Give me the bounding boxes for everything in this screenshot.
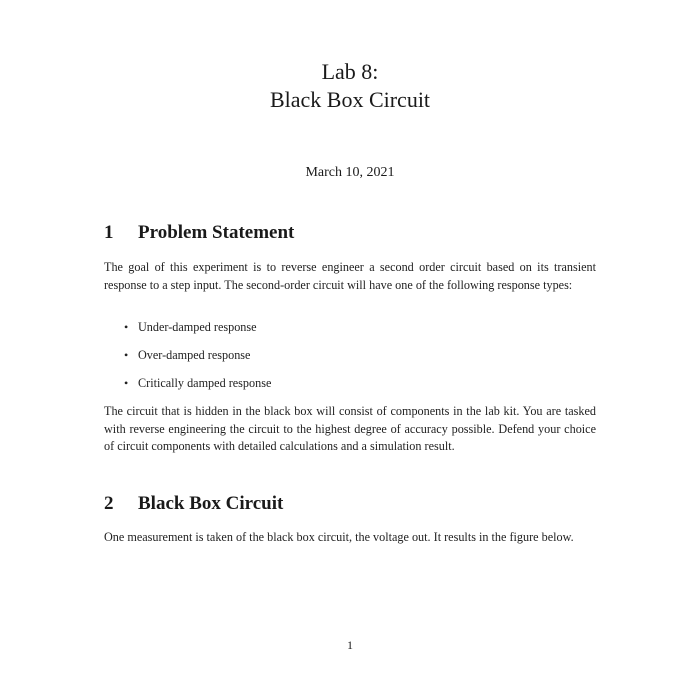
bullet-icon: •	[124, 320, 129, 334]
section-title: Problem Statement	[138, 222, 295, 243]
section-heading-problem-statement	[104, 222, 294, 244]
black-box-circuit-body: One measurement is taken of the black box circuit, the voltage out. It results in the figure below.	[104, 530, 574, 544]
section-number: 1	[104, 222, 114, 243]
section-heading-black-box-circuit	[104, 493, 283, 515]
page-number: 1	[347, 638, 353, 652]
section-title: Black Box Circuit	[138, 493, 284, 514]
list-item-label: Critically damped response	[138, 376, 272, 390]
response-types-list	[124, 318, 271, 402]
title-line-1: Lab 8:	[321, 59, 379, 84]
list-item-label: Over-damped response	[138, 348, 251, 362]
list-item	[124, 374, 271, 402]
section-number: 2	[104, 493, 114, 514]
list-item-label: Under-damped response	[138, 320, 257, 334]
problem-statement-outro: The circuit that is hidden in the black box will consist of components in the lab kit. You are tasked with reverse engineering the circuit to the highest degree of accuracy possible. Defend your choice of circuit components with detailed calculations and a simulation result.	[104, 404, 596, 453]
list-item	[124, 346, 271, 374]
bullet-icon: •	[124, 348, 129, 362]
bullet-icon: •	[124, 376, 129, 390]
document-date: March 10, 2021	[305, 165, 395, 180]
list-item	[124, 318, 271, 346]
title-line-2: Black Box Circuit	[269, 87, 431, 112]
document-title	[0, 58, 700, 114]
problem-statement-intro: The goal of this experiment is to reverse engineer a second order circuit based on its transient response to a step input. The second-order circuit will have one of the following response types:	[104, 260, 596, 292]
